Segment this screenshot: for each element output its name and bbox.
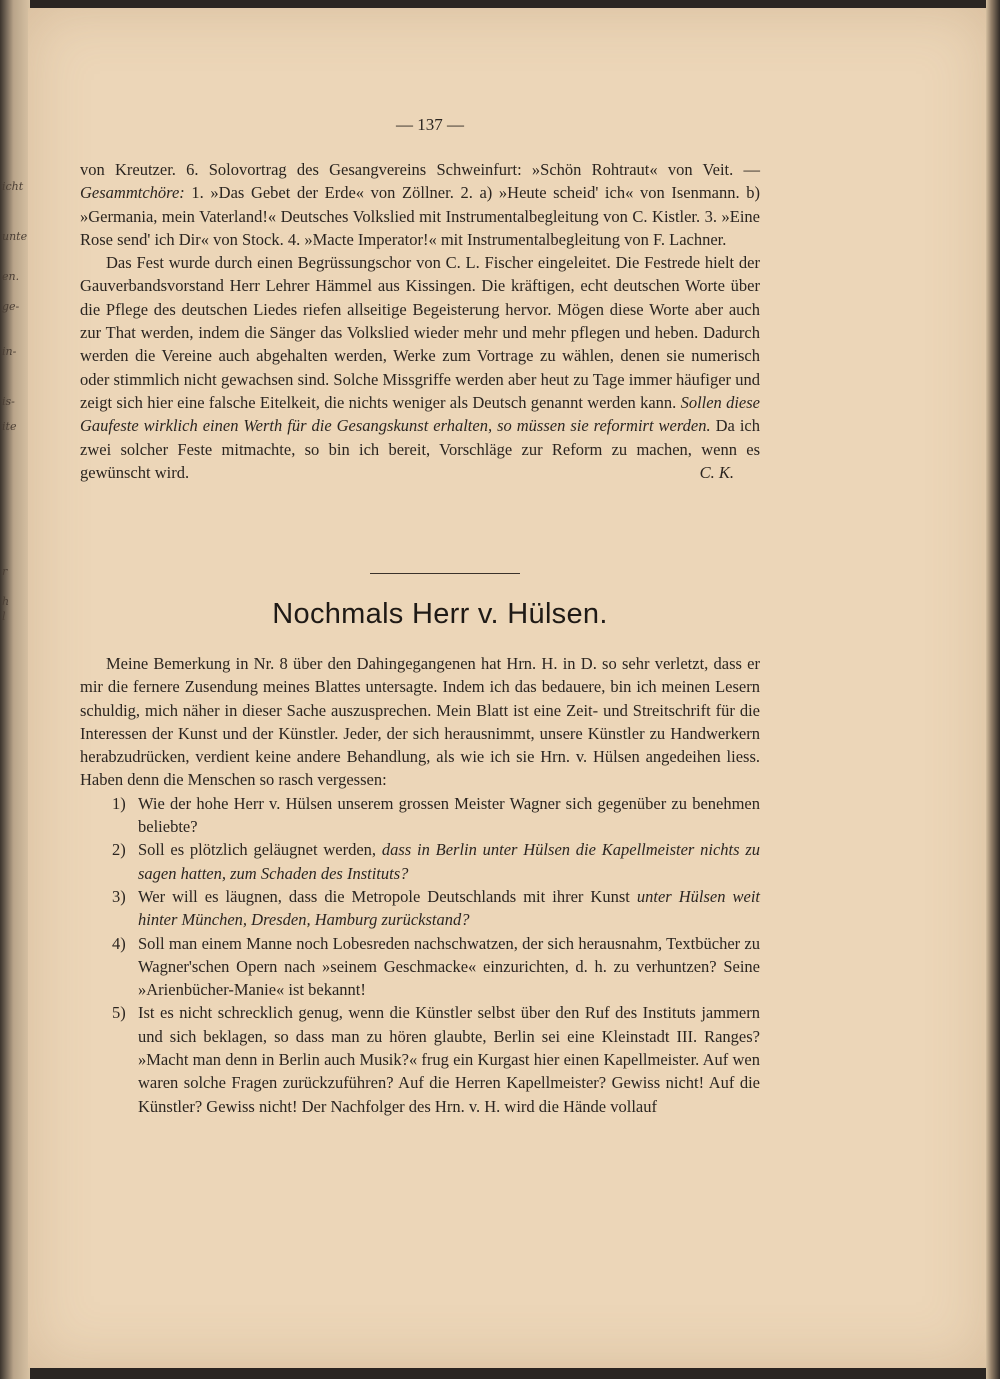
article-body <box>80 652 760 1118</box>
book-edge <box>986 0 1000 1379</box>
list-item: 5) Ist es nicht schrecklich genug, wenn die Künstler selbst über den Ruf des Instituts jammern und sich beklagen, so dass man zu hören glaubte, Berlin sei eine Kleinstadt III. Ranges? »Macht man denn in Berlin auch Musik?« frug ein Kurgast hier einen Kapellmeister. Auf wen waren solche Fragen zurückzuführen? Auf die Herren Kapellmeister? Gewiss nicht! Auf die Künstler? Gewiss nicht! Der Nachfolger des Hrn. v. H. wird die Hände vollauf <box>112 1003 760 1116</box>
list-item: 3) Wer will es läugnen, dass die Metropole Deutschlands mit ihrer Kunst unter Hülsen weit hinter München, Dresden, Hamburg zurückstand? <box>112 886 760 930</box>
list-item: 2) Soll es plötzlich geläugnet werden, dass in Berlin unter Hülsen die Kapellmeister nichts zu sagen hatten, zum Schaden des Instituts? <box>112 840 760 883</box>
section-divider <box>370 573 520 574</box>
margin-fragment: en. <box>2 270 20 283</box>
list-item: 1) Wie der hohe Herr v. Hülsen unserem grossen Meister Wagner sich gegenüber zu benehmen beliebte? <box>112 793 760 837</box>
intro-paragraph: von Kreutzer. 6. Solovortrag des Gesangvereins Schweinfurt: »Schön Rohtraut« von Veit. — Gesammtchöre: 1. »Das Gebet der Erde« von Zöllner. 2. a) »Heute scheid' ich« von Isenmann. b) »Germania, mein Vaterland!« Deutsches Volkslied mit Instrumentalbegleitung von C. Kistler. 3. »Eine Rose send' ich Dir« von Stock. 4. »Macte Imperator!« mit Instrumentalbegleitung von F. Lachner. <box>80 160 760 249</box>
author-signature: C. K. <box>699 462 734 482</box>
intro-paragraph: Das Fest wurde durch einen Begrüssungschor von C. L. Fischer eingeleitet. Die Festrede hielt der Gauverbandsvorstand Herr Lehrer Hämmel aus Kissingen. Die kräftigen, echt deutschen Worte über die Pflege des deutschen Liedes riefen allseitige Begeisterung hervor. Mögen diese Worte aber auch zur That werden, indem die Sänger das Volkslied wieder mehr und mehr pflegen und heben. Dadurch werden die Vereine auch abgehalten werden, Werke zum Vortrage zu wählen, denen sie numerisch oder stimmlich nicht gewachsen sind. Solche Missgriffe werden aber heut zu Tage immer häufiger und zeigt sich hier eine falsche Eitelkeit, die nichts weniger als Deutsch genannt werden kann. Sollen diese Gaufeste wirklich einen Werth für die Gesangskunst erhalten, so müssen sie reformirt werden. Da ich zwei solcher Feste mitmachte, so bin ich bereit, Vorschläge zur Reform zu machen, wenn es gewünscht wird. C. K. <box>80 251 760 484</box>
margin-fragment: icht <box>2 180 24 193</box>
margin-fragment: unte <box>2 230 28 243</box>
article-paragraph: Meine Bemerkung in Nr. 8 über den Dahingegangenen hat Hrn. H. in D. so sehr verletzt, dass er mir die fernere Zusendung meines Blattes untersagte. Indem ich das bedauere, bin ich meinen Lesern schuldig, mich näher in dieser Sache auszusprechen. Mein Blatt ist eine Zeit- und Streitschrift für die Interessen der Kunst und der Künstler. Jeder, der sich herausnimmt, unsere Künstler zu Handwerkern herabzudrücken, verdient keine andere Behandlung, als wie ich sie Hrn. v. Hülsen angedeihen liess. Haben denn die Menschen so rasch vergessen: <box>80 654 760 790</box>
margin-fragment: l <box>2 610 6 623</box>
article-heading: Nochmals Herr v. Hülsen. <box>272 598 608 630</box>
margin-fragment: ite <box>2 420 17 433</box>
margin-fragment: in- <box>2 345 17 358</box>
previous-page-edge <box>0 0 30 1379</box>
page-number: — 137 — <box>396 115 464 134</box>
margin-fragment: h <box>2 595 10 608</box>
margin-fragment: ge- <box>2 300 20 313</box>
margin-fragment: r <box>2 565 8 578</box>
intro-section <box>80 158 760 484</box>
list-item: 4) Soll man einem Manne noch Lobesreden nachschwatzen, der sich herausnahm, Textbücher zu Wagner'schen Opern nach »seinem Geschmacke« einzurichten, d. h. zu verhuntzen? Seine »Arienbücher-Manie« ist bekannt! <box>112 933 760 1000</box>
question-list <box>80 792 760 1118</box>
margin-fragment: is- <box>2 395 15 408</box>
